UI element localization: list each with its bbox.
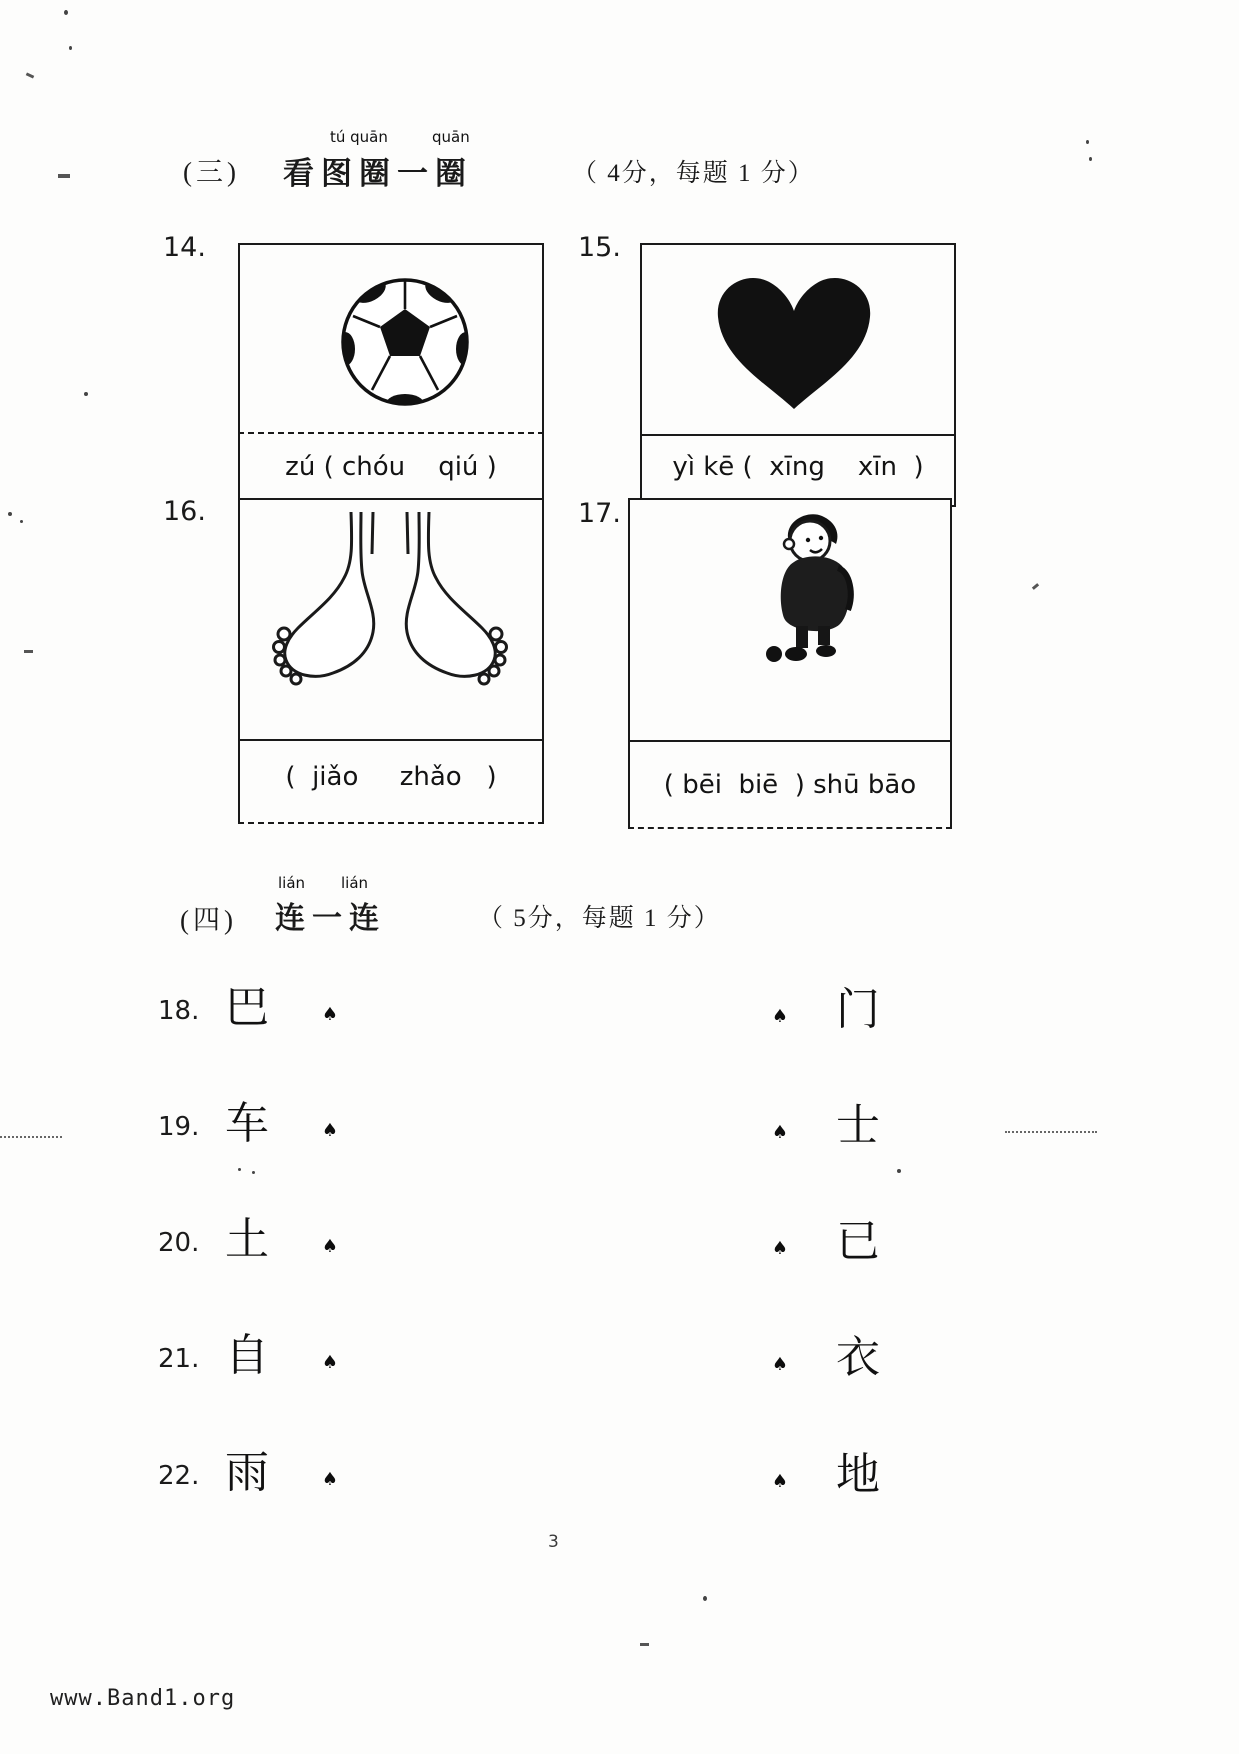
scan-dotted-line: [0, 1136, 62, 1138]
question-number: 15.: [578, 232, 621, 263]
scan-speck: [24, 650, 33, 653]
answer-options-17: ( bēi biē ) shū bāo: [663, 770, 917, 800]
bare-feet-image: [255, 510, 525, 725]
question-box-15: [640, 243, 956, 507]
match-dot: ♠: [321, 1469, 339, 1490]
match-dot: ♠: [321, 1236, 339, 1257]
answer-divider: [640, 434, 956, 436]
match-dot: ♠: [771, 1238, 789, 1259]
scan-speck: [703, 1596, 707, 1601]
match-dot: ♠: [771, 1471, 789, 1492]
answer-options-15: yì kē ( xīng xīn ): [672, 452, 924, 482]
question-number: 14.: [163, 232, 206, 263]
match-right-char: 已: [836, 1217, 880, 1266]
scan-speck: [58, 174, 70, 178]
match-dot: ♠: [321, 1004, 339, 1025]
match-left-char: 雨: [225, 1448, 269, 1497]
section4-pinyin: lián: [341, 874, 369, 892]
section3-label: (三): [183, 157, 240, 187]
match-dot: ♠: [771, 1122, 789, 1143]
scan-speck: [1086, 140, 1089, 144]
section4-pinyin: lián: [278, 874, 306, 892]
match-right-char: 衣: [836, 1333, 880, 1382]
answer-divider: [628, 740, 952, 742]
section4-title: 连一连: [275, 902, 386, 935]
heart-image: [704, 259, 884, 424]
match-left-char: 车: [225, 1099, 269, 1148]
scan-speck: [640, 1643, 649, 1646]
section3-pinyin: quān: [432, 128, 470, 146]
scan-speck: [252, 1171, 255, 1174]
match-dot: ♠: [321, 1120, 339, 1141]
match-row-number: 19.: [158, 1112, 200, 1142]
answer-divider: [238, 432, 544, 434]
match-right-char: 门: [836, 985, 880, 1034]
question-number: 16.: [163, 496, 206, 527]
question-number: 17.: [578, 498, 621, 529]
match-dot: ♠: [321, 1352, 339, 1373]
scan-speck: [69, 46, 72, 50]
scan-speck: [64, 10, 68, 15]
scan-speck: [8, 512, 12, 516]
scan-speck: [1089, 157, 1092, 161]
scan-speck: [1032, 583, 1039, 590]
scan-speck: [84, 392, 88, 396]
question-box-17: [628, 498, 952, 829]
section4-score-note: （ 5分，每题 1 分）: [478, 905, 721, 932]
answer-options-16: ( jiǎo zhǎo ): [285, 762, 497, 792]
boy-with-backpack-image: [758, 508, 868, 668]
section3-score-note: （ 4分，每题 1 分）: [572, 160, 815, 187]
match-row-number: 21.: [158, 1344, 200, 1374]
answer-divider: [238, 739, 544, 741]
scan-dotted-line: [1005, 1131, 1097, 1133]
watermark: www.Band1.org: [50, 1686, 236, 1711]
match-row-number: 22.: [158, 1461, 200, 1491]
match-left-char: 巴: [225, 983, 269, 1032]
scan-speck: [897, 1169, 901, 1173]
scan-speck: [26, 72, 35, 78]
section3-pinyin: tú quān: [330, 128, 388, 146]
scan-speck: [20, 520, 23, 523]
question-box-16: [238, 498, 544, 824]
section4-label: (四): [180, 905, 237, 935]
match-dot: ♠: [771, 1354, 789, 1375]
match-left-char: 自: [225, 1331, 269, 1380]
match-row-number: 20.: [158, 1228, 200, 1258]
scan-speck: [238, 1168, 241, 1171]
match-dot: ♠: [771, 1006, 789, 1027]
match-left-char: 土: [225, 1215, 269, 1264]
page-number: 3: [548, 1532, 559, 1552]
section3-title: 看图圈一圈: [283, 156, 473, 191]
match-row-number: 18.: [158, 996, 200, 1026]
match-right-char: 地: [836, 1450, 880, 1499]
match-right-char: 士: [836, 1101, 880, 1150]
answer-options-14: zú ( chóu qiú ): [285, 452, 497, 482]
soccer-ball-image: [330, 267, 480, 417]
question-box-14: [238, 243, 544, 507]
